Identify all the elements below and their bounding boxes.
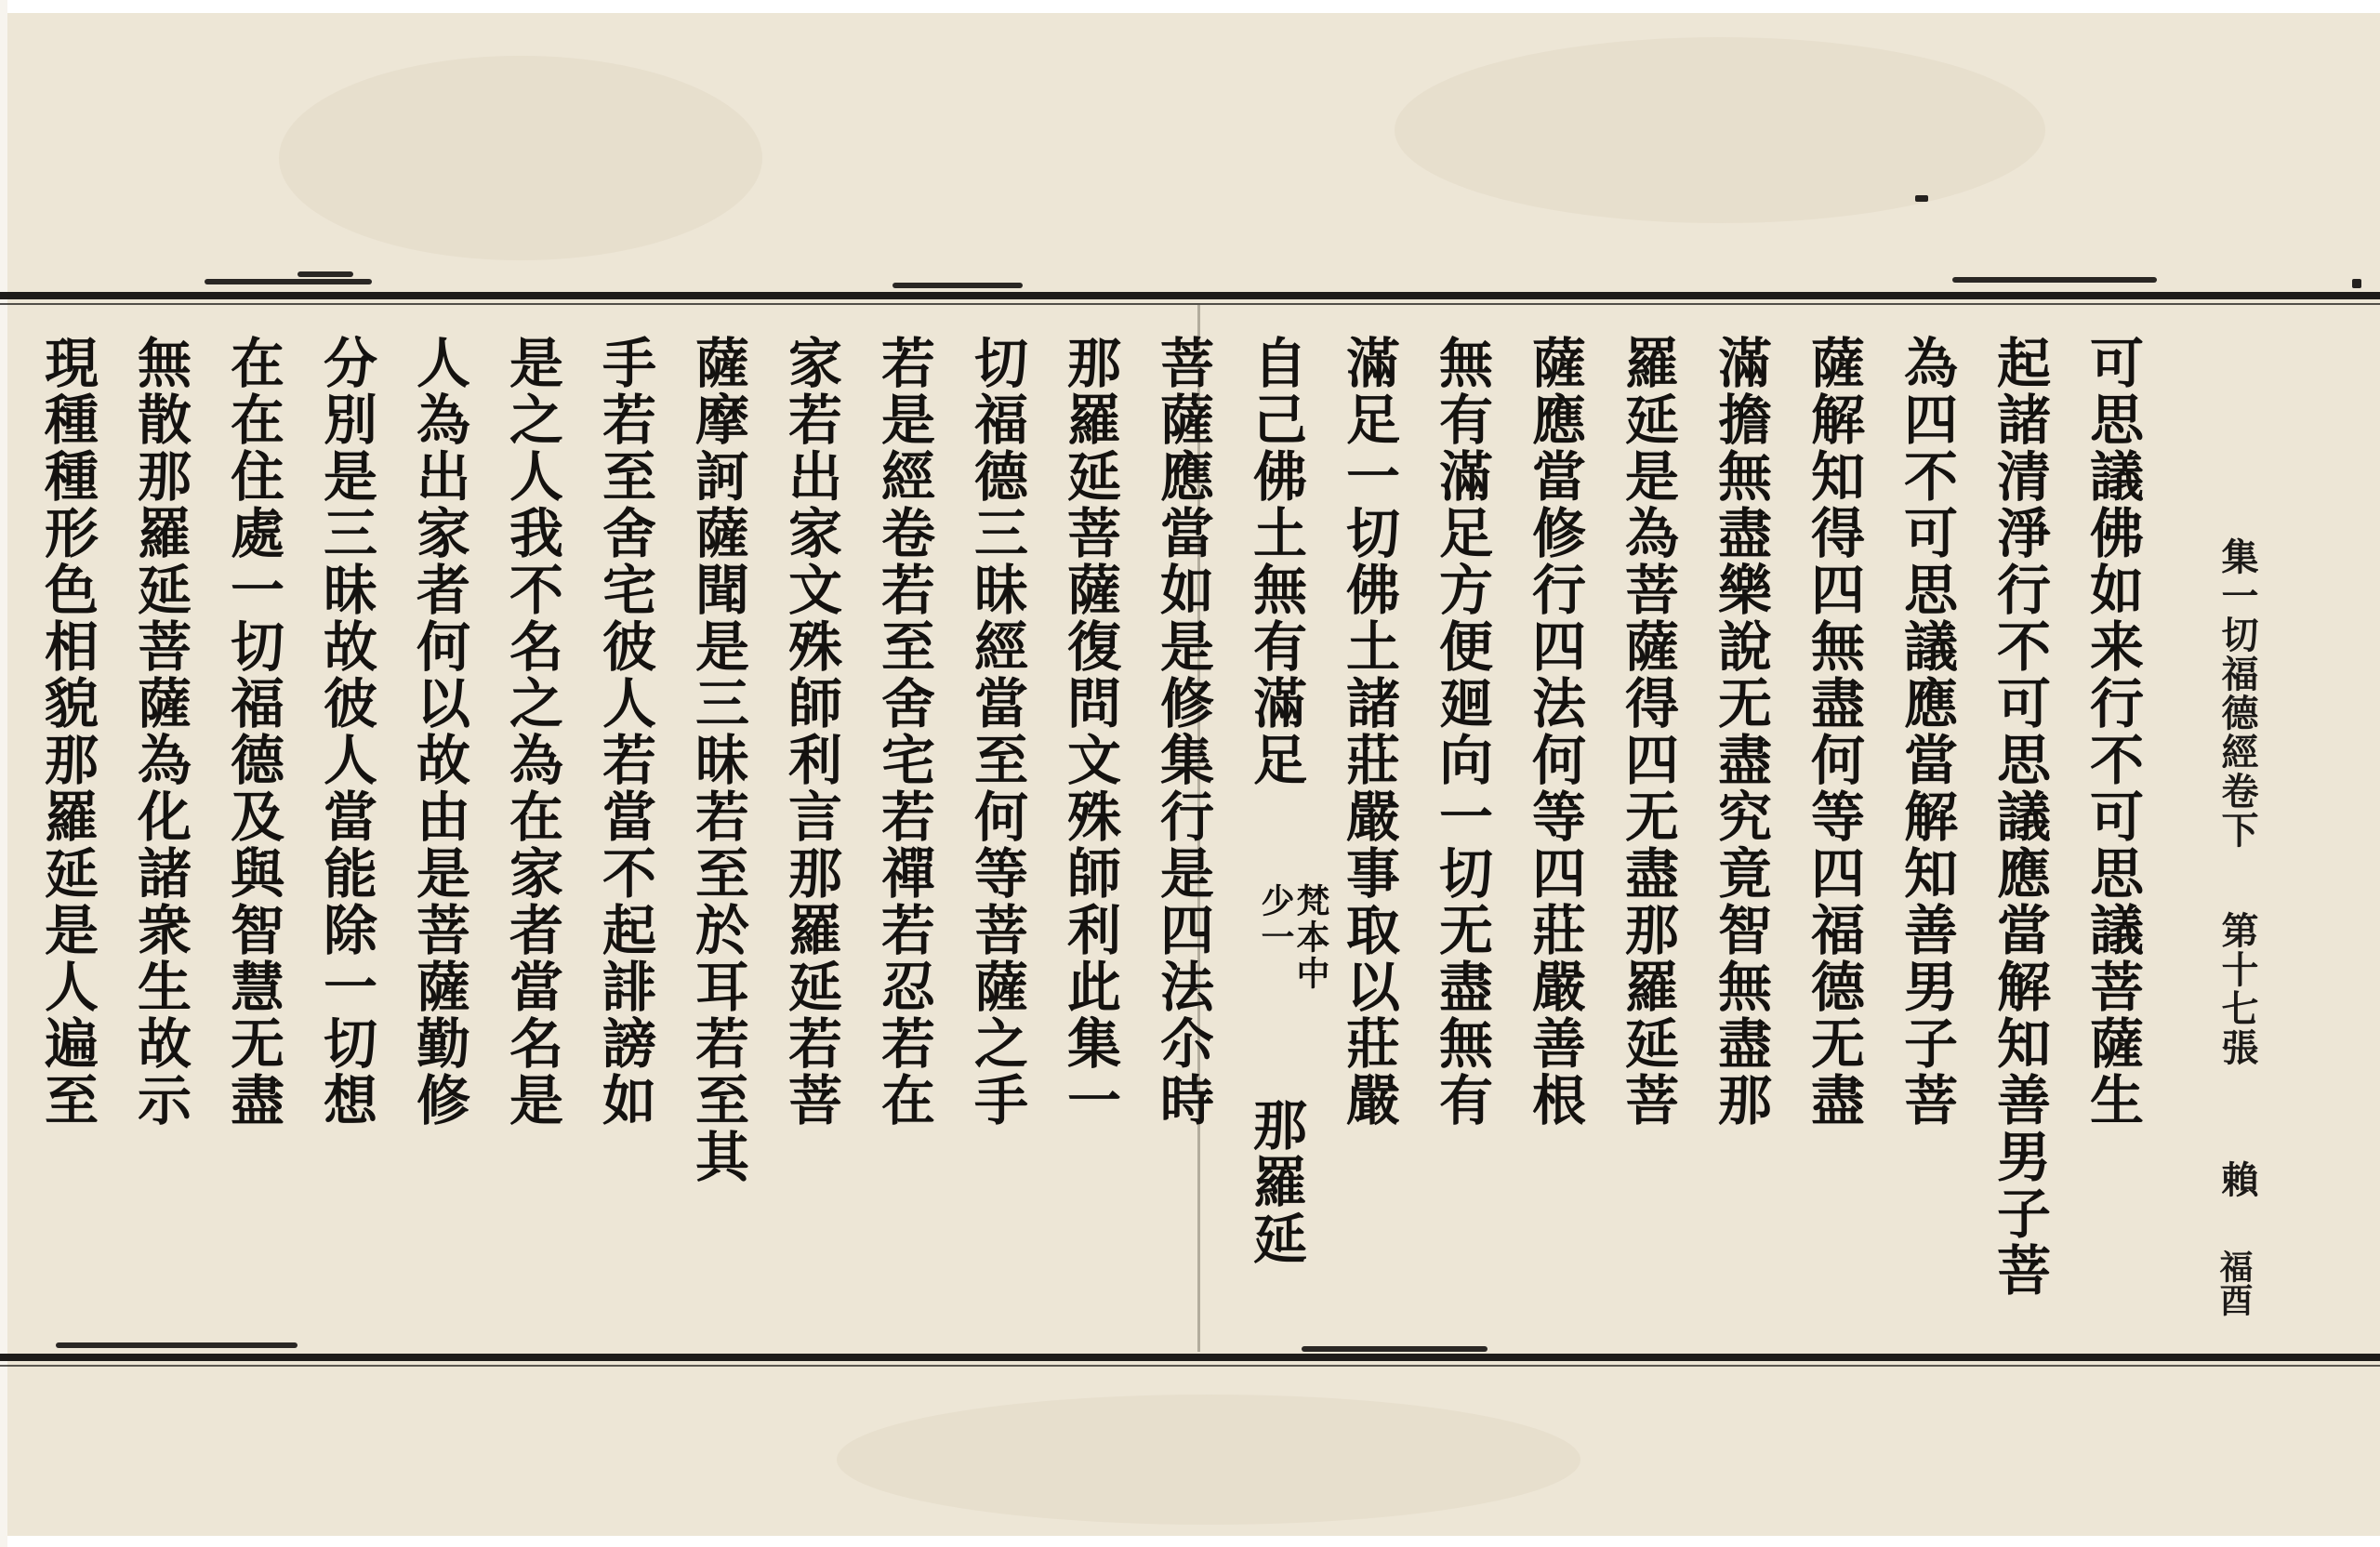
page-bottom-margin bbox=[0, 1536, 2380, 1547]
text-column: 羅延是為菩薩得四无盡那羅延菩 bbox=[1616, 335, 1679, 1129]
text-column: 薩解知得四無盡何等四福德无盡 bbox=[1802, 335, 1865, 1129]
text-column: 菩薩應當如是修集行是四法尒時 bbox=[1151, 335, 1214, 1129]
text-column: 若是經卷若至舍宅若禪若忍若在 bbox=[872, 335, 935, 1129]
text-column: 起諸清淨行不可思議應當解知善男子菩 bbox=[1988, 335, 2051, 1299]
text-column-annotated bbox=[1236, 335, 1330, 1339]
border-ink-smudge bbox=[1952, 277, 2157, 283]
interlinear-note-left: 少一 bbox=[1256, 883, 1295, 956]
text-column: 切福德三昧經當至何等菩薩之手 bbox=[965, 335, 1028, 1129]
text-column: 人為出家者何以故由是菩薩勤修 bbox=[407, 335, 470, 1129]
marginal-mark: 賴 bbox=[2215, 1160, 2259, 1197]
border-ink-smudge bbox=[892, 283, 1023, 288]
text-column: 為四不可思議應當解知善男子菩 bbox=[1895, 335, 1958, 1129]
text-column: 滿擔無盡樂說无盡究竟智無盡那 bbox=[1709, 335, 1772, 1129]
text-column: 滿足一切佛土諸莊嚴事取以莊嚴 bbox=[1337, 335, 1400, 1129]
folio-number: 第十七張 bbox=[2215, 911, 2259, 1067]
border-ink-smudge bbox=[298, 271, 353, 277]
border-ink-smudge bbox=[56, 1342, 298, 1348]
text-column: 無有滿足方便廻向一切无盡無有 bbox=[1430, 335, 1493, 1129]
text-columns bbox=[28, 335, 2296, 1339]
paper-stain bbox=[279, 56, 762, 260]
ink-speck bbox=[2352, 279, 2361, 288]
border-ink-smudge bbox=[1302, 1346, 1488, 1352]
page-top-margin bbox=[0, 0, 2380, 13]
text-column: 是之人我不名之為在家者當名是 bbox=[500, 335, 563, 1129]
text-column: 家若出家文殊師利言那羅延若菩 bbox=[779, 335, 842, 1129]
text-column-head: 自己佛土無有滿足 bbox=[1244, 335, 1307, 788]
marginal-mark: 福酉 bbox=[2215, 1250, 2254, 1316]
top-border-inner-line bbox=[0, 303, 2380, 305]
paper-stain bbox=[837, 1395, 1580, 1525]
text-column: 薩摩訶薩聞是三昧若至於耳若至其 bbox=[686, 335, 749, 1185]
text-column: 可思議佛如来行不可思議菩薩生 bbox=[2081, 335, 2144, 1129]
page-left-margin bbox=[0, 0, 7, 1547]
bottom-border-inner-line bbox=[0, 1365, 2380, 1367]
text-column: 手若至舍宅彼人若當不起誹謗如 bbox=[593, 335, 656, 1129]
paper-stain bbox=[1395, 37, 2045, 223]
text-column: 在在住處一切福德及與智慧无盡 bbox=[221, 335, 284, 1129]
text-column: 分別是三昧故彼人當能除一切想 bbox=[314, 335, 377, 1129]
bottom-border-line bbox=[0, 1354, 2380, 1361]
text-column: 無散那羅延菩薩為化諸衆生故示 bbox=[128, 335, 192, 1129]
interlinear-note-right: 梵本中 bbox=[1291, 883, 1330, 992]
marginal-heading bbox=[2166, 335, 2296, 1339]
top-border-line bbox=[0, 292, 2380, 299]
sutra-title: 集一切福德經卷下 bbox=[2215, 537, 2259, 850]
text-column: 那羅延菩薩復問文殊師利此集一 bbox=[1058, 335, 1121, 1129]
text-column-tail: 那羅延 bbox=[1244, 1097, 1307, 1267]
text-column: 薩應當修行四法何等四莊嚴善根 bbox=[1523, 335, 1586, 1129]
text-column: 現種種形色相貌那羅延是人遍至 bbox=[35, 335, 99, 1129]
border-ink-smudge bbox=[205, 279, 372, 284]
ink-speck bbox=[1915, 195, 1928, 202]
